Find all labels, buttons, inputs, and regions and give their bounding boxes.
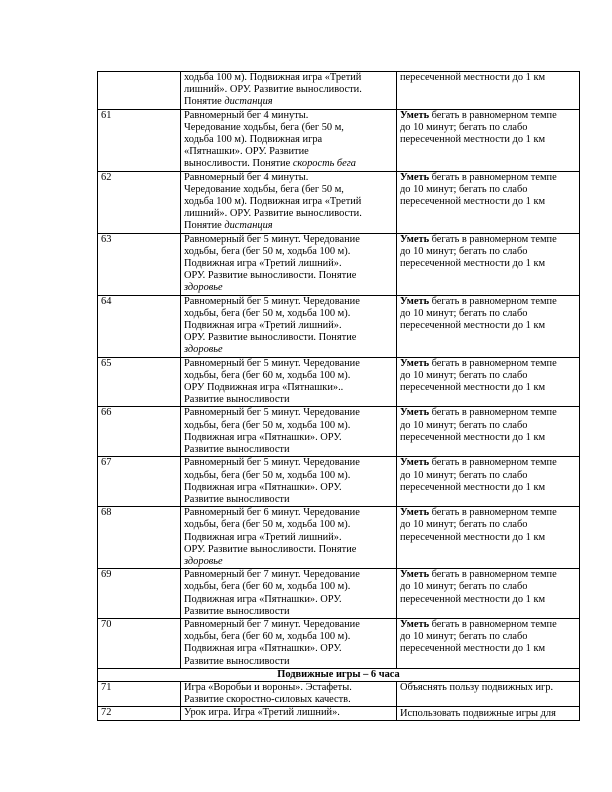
skill-verb: Уметь	[400, 171, 430, 183]
skill-verb: Уметь	[400, 569, 430, 581]
content-line	[184, 282, 393, 294]
skill-cell	[397, 295, 580, 357]
italic-term: скорость бега	[292, 158, 357, 170]
content-line: «Пятнашки». ОРУ. Развитие	[184, 146, 309, 158]
skill-line: пересеченной местности до 1 км	[400, 382, 546, 394]
table-row	[98, 171, 580, 233]
table-row	[98, 507, 580, 569]
content-line: Равномерный бег 5 минут. Чередование	[184, 295, 360, 307]
skill-line: Уметь бегать в равномерном темпе	[400, 618, 557, 630]
content-line: Подвижная игра «Третий лишний».	[184, 258, 342, 270]
content-line: Развитие выносливости	[184, 493, 290, 505]
skill-verb: Уметь	[400, 357, 430, 369]
lesson-number-cell: 62	[98, 171, 181, 233]
content-line: ходьбы, бега (бег 50 м, ходьба 100 м).	[184, 519, 351, 531]
lesson-number-cell: 63	[98, 233, 181, 295]
content-line	[184, 344, 393, 356]
content-line: Развитие выносливости	[184, 394, 290, 406]
skill-line: до 10 минут; бегать по слабо	[400, 519, 528, 531]
content-line: выносливости. Понятие скорость бега	[184, 158, 357, 170]
lesson-number-cell: 71	[98, 681, 181, 706]
lesson-content-cell	[181, 72, 397, 110]
lesson-number-cell	[98, 72, 181, 110]
skill-line: Уметь бегать в равномерном темпе	[400, 569, 557, 581]
lesson-number-cell: 67	[98, 457, 181, 507]
content-line: ОРУ. Развитие выносливости. Понятие	[184, 270, 357, 282]
skill-cell	[397, 681, 580, 706]
skill-line: пересеченной местности до 1 км	[400, 196, 546, 208]
skill-line: пересеченной местности до 1 км	[400, 320, 546, 332]
lesson-content-cell	[181, 109, 397, 171]
skill-line: Уметь бегать в равномерном темпе	[400, 171, 557, 183]
lesson-content-cell	[181, 295, 397, 357]
skill-line: пересеченной местности до 1 км	[400, 431, 546, 443]
content-line	[184, 556, 393, 568]
skill-line: до 10 минут; бегать по слабо	[400, 183, 528, 195]
skill-line: до 10 минут; бегать по слабо	[400, 121, 528, 133]
content-line: ходьбы, бега (бег 60 м, ходьба 100 м).	[184, 581, 351, 593]
skill-line: пересеченной местности до 1 км	[400, 258, 546, 270]
skill-cell	[397, 109, 580, 171]
content-line: Чередование ходьбы, бега (бег 50 м,	[184, 121, 344, 133]
skill-line: до 10 минут; бегать по слабо	[400, 631, 528, 643]
skill-cell	[397, 707, 580, 721]
skill-verb: Уметь	[400, 233, 430, 245]
lesson-number-cell: 64	[98, 295, 181, 357]
section-title: Подвижные игры – 6 часа	[98, 668, 580, 681]
content-line: Равномерный бег 5 минут. Чередование	[184, 457, 360, 469]
skill-line: пересеченной местности до 1 км	[400, 531, 546, 543]
content-line: ходьбы, бега (бег 60 м, ходьба 100 м).	[184, 369, 351, 381]
lesson-number-cell: 61	[98, 109, 181, 171]
content-line: Равномерный бег 4 минуты.	[184, 109, 309, 121]
lesson-content-cell	[181, 457, 397, 507]
content-line: ходьбы, бега (бег 50 м, ходьба 100 м).	[184, 419, 351, 431]
content-line: Урок игра. Игра «Третий лишний».	[184, 707, 340, 719]
table-row	[98, 407, 580, 457]
content-line: Равномерный бег 5 минут. Чередование	[184, 233, 360, 245]
italic-term: здоровье	[184, 344, 223, 356]
skill-cell	[397, 72, 580, 110]
skill-line: Уметь бегать в равномерном темпе	[400, 357, 557, 369]
italic-term: здоровье	[184, 282, 223, 294]
lesson-content-cell	[181, 681, 397, 706]
lesson-number-cell: 69	[98, 569, 181, 619]
lesson-content-cell	[181, 357, 397, 407]
content-line: Равномерный бег 4 минуты.	[184, 171, 309, 183]
content-line: Подвижная игра «Пятнашки». ОРУ.	[184, 431, 342, 443]
content-line: ходьбы, бега (бег 50 м, ходьба 100 м).	[184, 469, 351, 481]
table-row	[98, 569, 580, 619]
table-row	[98, 295, 580, 357]
lesson-number-cell: 65	[98, 357, 181, 407]
content-line: ОРУ. Развитие выносливости. Понятие	[184, 332, 357, 344]
content-line: ОРУ Подвижная игра «Пятнашки»..	[184, 382, 344, 394]
content-line: Развитие выносливости	[184, 444, 290, 456]
content-line: ходьба 100 м). Подвижная игра «Третий	[184, 196, 362, 208]
skill-verb: Уметь	[400, 407, 430, 419]
skill-cell	[397, 618, 580, 668]
skill-verb: Уметь	[400, 507, 430, 519]
skill-cell	[397, 357, 580, 407]
table-row	[98, 457, 580, 507]
table-row	[98, 109, 580, 171]
content-line: Развитие скоростно-силовых качеств.	[184, 694, 351, 706]
skill-line: пересеченной местности до 1 км	[400, 72, 546, 83]
table-row-continued	[98, 72, 580, 110]
content-line: Подвижная игра «Пятнашки». ОРУ.	[184, 481, 342, 493]
content-line: ходьба 100 м). Подвижная игра «Третий	[184, 72, 362, 83]
skill-line: до 10 минут; бегать по слабо	[400, 307, 528, 319]
lesson-content-cell	[181, 569, 397, 619]
skill-line: Уметь бегать в равномерном темпе	[400, 507, 557, 519]
table-row	[98, 707, 580, 721]
skill-cell	[397, 407, 580, 457]
table-row	[98, 357, 580, 407]
content-line: Равномерный бег 5 минут. Чередование	[184, 357, 360, 369]
lesson-number-cell: 70	[98, 618, 181, 668]
skill-line: Использовать подвижные игры для	[400, 708, 556, 720]
italic-term: здоровье	[184, 555, 223, 567]
content-line: Подвижная игра «Третий лишний».	[184, 320, 342, 332]
skill-line: Уметь бегать в равномерном темпе	[400, 109, 557, 121]
skill-cell	[397, 507, 580, 569]
content-line: ходьбы, бега (бег 60 м, ходьба 100 м).	[184, 631, 351, 643]
content-line: Равномерный бег 7 минут. Чередование	[184, 569, 360, 581]
content-line: ходьба 100 м). Подвижная игра	[184, 134, 323, 146]
skill-line: до 10 минут; бегать по слабо	[400, 245, 528, 257]
skill-line: Уметь бегать в равномерном темпе	[400, 457, 557, 469]
content-line: Понятие дистанция	[184, 220, 273, 232]
italic-term: дистанция	[224, 220, 273, 232]
skill-verb: Уметь	[400, 109, 430, 121]
skill-line: Объяснять пользу подвижных игр.	[400, 681, 554, 693]
skill-line: до 10 минут; бегать по слабо	[400, 369, 528, 381]
skill-line: Уметь бегать в равномерном темпе	[400, 407, 557, 419]
lesson-plan-table	[97, 71, 580, 721]
content-line: лишний». ОРУ. Развитие выносливости.	[184, 208, 362, 220]
content-line: Подвижная игра «Пятнашки». ОРУ.	[184, 643, 342, 655]
content-line: ОРУ. Развитие выносливости. Понятие	[184, 543, 357, 555]
section-header-row	[98, 668, 580, 681]
content-line: Развитие выносливости	[184, 655, 290, 667]
content-line: Подвижная игра «Пятнашки». ОРУ.	[184, 593, 342, 605]
skill-cell	[397, 457, 580, 507]
skill-line: пересеченной местности до 1 км	[400, 593, 546, 605]
content-line: ходьбы, бега (бег 50 м, ходьба 100 м).	[184, 307, 351, 319]
lesson-number-cell: 66	[98, 407, 181, 457]
skill-line: до 10 минут; бегать по слабо	[400, 419, 528, 431]
content-line: Развитие выносливости	[184, 605, 290, 617]
content-line: Равномерный бег 7 минут. Чередование	[184, 618, 360, 630]
content-line: ходьбы, бега (бег 50 м, ходьба 100 м).	[184, 245, 351, 257]
lesson-content-cell	[181, 171, 397, 233]
content-line: Чередование ходьбы, бега (бег 50 м,	[184, 183, 344, 195]
lesson-number-cell: 68	[98, 507, 181, 569]
content-line: Игра «Воробьи и вороны». Эстафеты.	[184, 681, 352, 693]
skill-line: пересеченной местности до 1 км	[400, 643, 546, 655]
lesson-content-cell	[181, 707, 397, 721]
skill-cell	[397, 233, 580, 295]
content-line: Подвижная игра «Третий лишний».	[184, 531, 342, 543]
skill-verb: Уметь	[400, 618, 430, 630]
lesson-content-cell	[181, 507, 397, 569]
table-row	[98, 233, 580, 295]
content-line: лишний». ОРУ. Развитие выносливости.	[184, 84, 362, 96]
content-line: Понятие дистанция	[184, 96, 273, 108]
skill-line: Уметь бегать в равномерном темпе	[400, 233, 557, 245]
content-line: Равномерный бег 6 минут. Чередование	[184, 507, 360, 519]
content-line: Равномерный бег 5 минут. Чередование	[184, 407, 360, 419]
skill-cell	[397, 171, 580, 233]
lesson-content-cell	[181, 407, 397, 457]
table-row	[98, 618, 580, 668]
lesson-content-cell	[181, 618, 397, 668]
skill-verb: Уметь	[400, 457, 430, 469]
skill-cell	[397, 569, 580, 619]
table-row	[98, 681, 580, 706]
skill-line: Уметь бегать в равномерном темпе	[400, 295, 557, 307]
lesson-content-cell	[181, 233, 397, 295]
skill-line: до 10 минут; бегать по слабо	[400, 469, 528, 481]
skill-verb: Уметь	[400, 295, 430, 307]
skill-line: пересеченной местности до 1 км	[400, 134, 546, 146]
lesson-number-cell: 72	[98, 707, 181, 721]
skill-line: пересеченной местности до 1 км	[400, 481, 546, 493]
skill-line: до 10 минут; бегать по слабо	[400, 581, 528, 593]
